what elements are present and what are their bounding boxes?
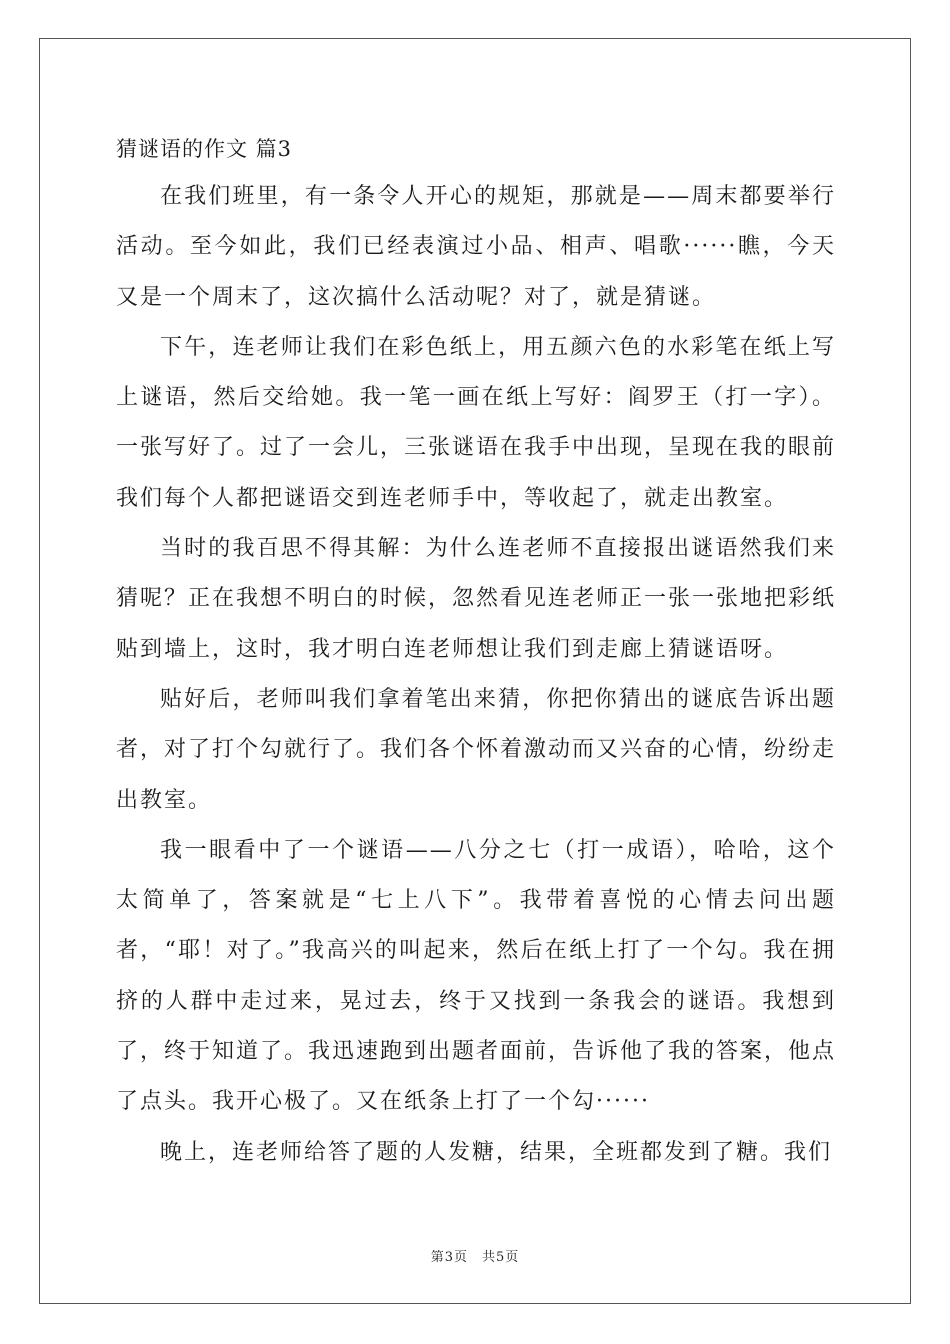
paragraph-2: 下午，连老师让我们在彩色纸上，用五颜六色的水彩笔在纸上写上谜语，然后交给她。我一笔一画在纸上写好：阎罗王（打一字）。一张写好了。过了一会儿，三张谜语在我手中出现，呈现在我的眼前我们每个人都把谜语交到连老师手中，等收起了，就走出教室。 [116,334,837,511]
document-title: 猜谜语的作文 篇3 [116,137,293,161]
paragraph-3: 当时的我百思不得其解：为什么连老师不直接报出谜语然我们来猜呢？正在我想不明白的时候，忽然看见连老师正一张一张地把彩纸贴到墙上，这时，我才明白连老师想让我们到走廊上猜谜语呀。 [116,536,837,662]
paragraph-4: 贴好后，老师叫我们拿着笔出来猜，你把你猜出的谜底告诉出题者，对了打个勾就行了。我们各个怀着激动而又兴奋的心情，纷纷走出教室。 [116,686,837,813]
paragraph-5: 我一眼看中了一个谜语——八分之七（打一成语），哈哈，这个太简单了，答案就是“七上八下”。我带着喜悦的心情去问出题者，“耶！对了。”我高兴的叫起来，然后在纸上打了一个勾。我在拥挤的人群中走过来，晃过去，终于又找到一条我会的谜语。我想到了，终于知道了。我迅速跑到出题者面前，告诉他了我的答案，他点了点头。我开心极了。又在纸条上打了一个勾······ [116,837,837,1115]
paragraph-1: 在我们班里，有一条令人开心的规矩，那就是——周末都要举行活动。至今如此，我们已经表演过小品、相声、唱歌······瞧，今天又是一个周末了，这次搞什么活动呢？对了，就是猜谜。 [116,184,836,310]
paragraph-6: 晚上，连老师给答了题的人发糖，结果，全班都发到了糖。我们 [160,1139,833,1165]
document-body [116,130,836,1178]
page-number-footer: 第3页 共5页 [430,1250,520,1265]
